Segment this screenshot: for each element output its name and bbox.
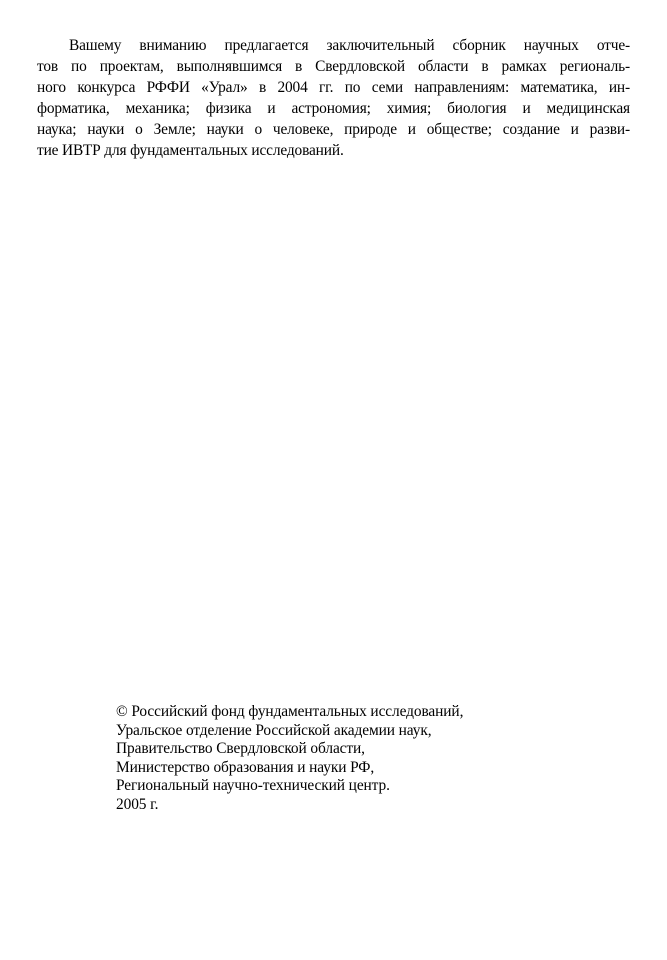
copyright-line: Уральское отделение Российской академии наук, (116, 721, 432, 739)
copyright-year: 2005 г. (116, 795, 159, 813)
copyright-line: © Российский фонд фундаментальных исследований, (116, 703, 464, 720)
intro-line: ного конкурса РФФИ «Урал» в 2004 гг. по семи направлениям: математика, ин- (37, 79, 630, 96)
intro-line: тов по проектам, выполнявшимся в Свердловской области в рамках региональ- (37, 58, 630, 75)
intro-line: форматика, механика; физика и астрономия; химия; биология и медицинская (37, 100, 630, 117)
copyright-line: Правительство Свердловской области, (116, 740, 365, 758)
copyright-line: Региональный научно-технический центр. (116, 777, 390, 795)
copyright-line: Министерство образования и науки РФ, (116, 758, 375, 776)
copyright-block (116, 703, 463, 815)
intro-line: Вашему вниманию предлагается заключительный сборник научных отче- (69, 37, 630, 54)
intro-paragraph (37, 35, 630, 161)
intro-line: тие ИВТР для фундаментальных исследований. (37, 142, 344, 159)
intro-line: наука; науки о Земле; науки о человеке, природе и обществе; создание и разви- (37, 121, 630, 138)
